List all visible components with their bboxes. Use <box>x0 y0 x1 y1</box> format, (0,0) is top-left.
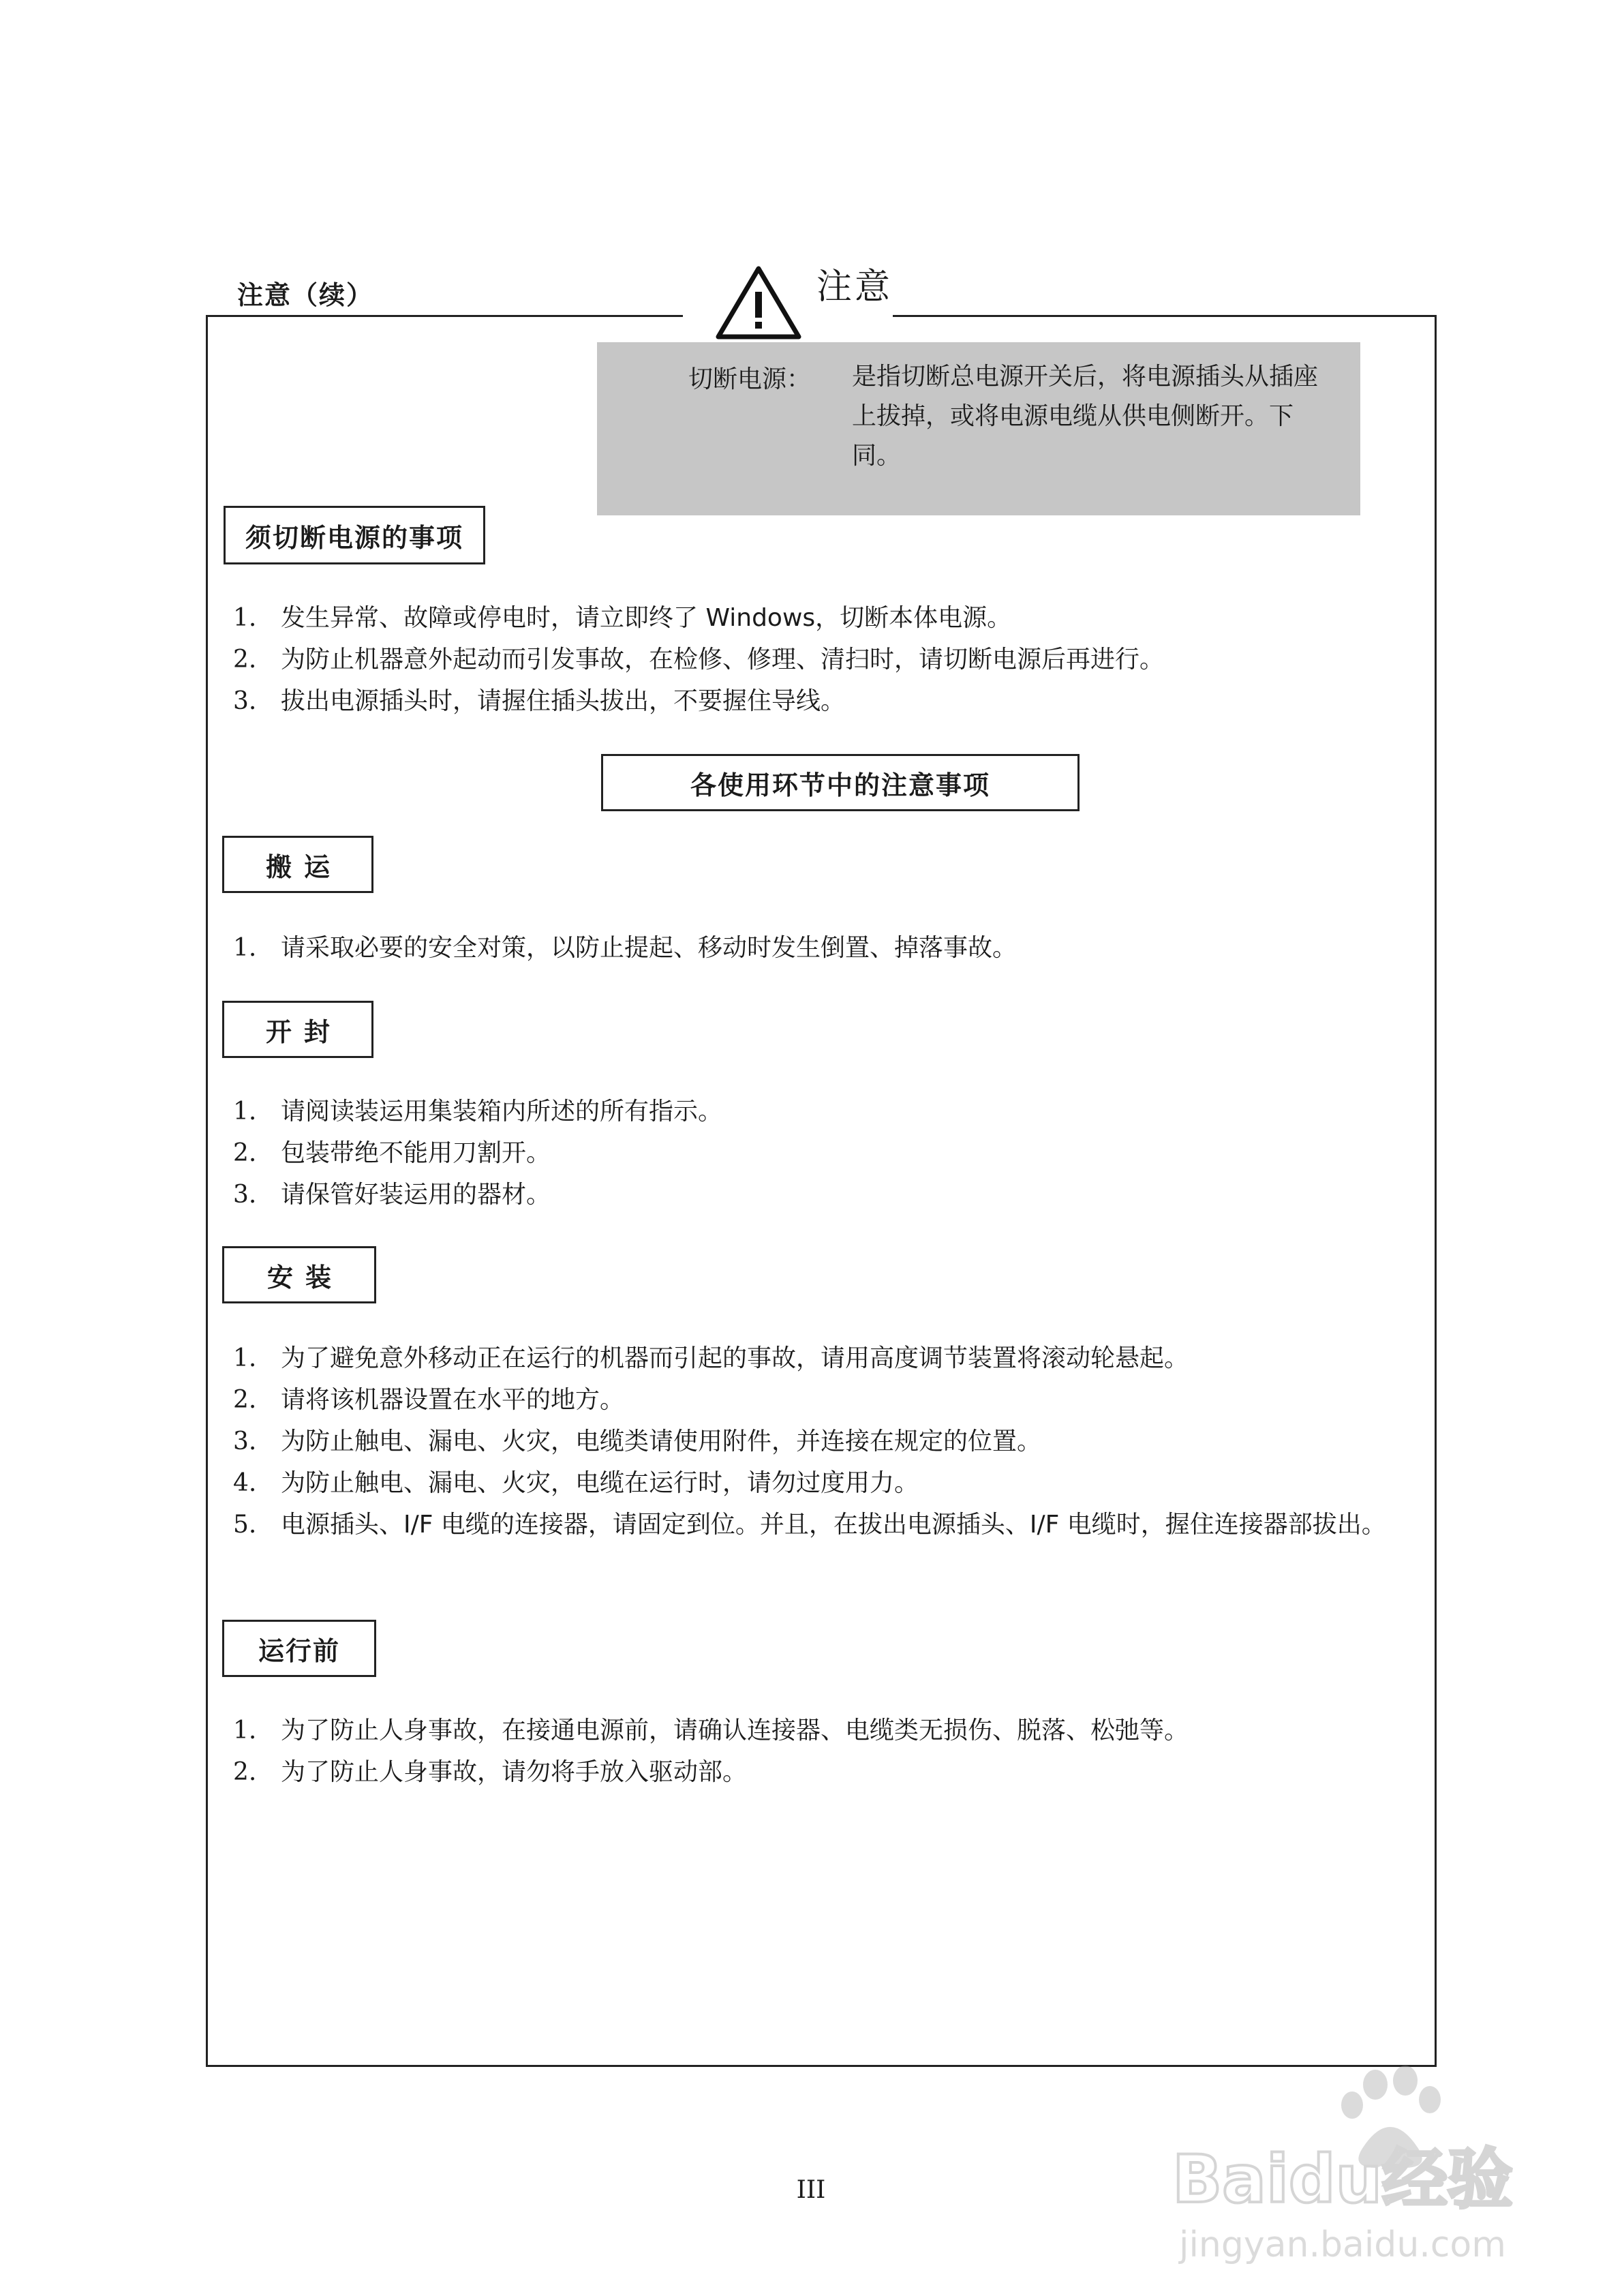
item-number: 3. <box>233 1181 257 1209</box>
transport-list <box>233 927 1398 969</box>
item-text: 请阅读装运用集装箱内所述的所有指示。 <box>281 1098 723 1126</box>
item-text: 请保管好装运用的器材。 <box>281 1181 551 1209</box>
list-item <box>233 1132 1398 1174</box>
item-text: 为防止触电、漏电、火灾，电缆类请使用附件，并连接在规定的位置。 <box>281 1428 1042 1455</box>
section-heading-installation: 安装 <box>222 1246 376 1303</box>
item-number: 1. <box>233 1098 257 1126</box>
item-number: 2. <box>233 1139 257 1167</box>
item-text: 发生异常、故障或停电时，请立即终了 Windows，切断本体电源。 <box>281 604 1012 632</box>
item-number: 1. <box>233 1344 257 1372</box>
item-number: 5. <box>233 1511 257 1539</box>
unpacking-list <box>233 1091 1398 1215</box>
watermark-brand: Baidu经验 <box>1172 2141 1513 2218</box>
item-number: 1. <box>233 604 257 632</box>
installation-list <box>233 1338 1398 1545</box>
item-text: 为了避免意外移动正在运行的机器而引起的事故，请用高度调节装置将滚动轮悬起。 <box>281 1344 1189 1372</box>
list-item <box>233 1504 1398 1545</box>
item-text: 请将该机器设置在水平的地方。 <box>281 1386 625 1414</box>
item-number: 2. <box>233 1758 257 1786</box>
item-number: 3. <box>233 1428 257 1455</box>
section-heading-before-operation: 运行前 <box>222 1620 376 1677</box>
item-text: 为防止机器意外起动而引发事故，在检修、修理、清扫时，请切断电源后再进行。 <box>281 646 1165 674</box>
definition-term: 切断电源： <box>688 365 812 393</box>
list-item <box>233 1710 1398 1751</box>
usage-precautions-heading: 各使用环节中的注意事项 <box>601 754 1080 811</box>
item-text: 请采取必要的安全对策，以防止提起、移动时发生倒置、掉落事故。 <box>281 934 1017 962</box>
section-heading-power-off: 须切断电源的事项 <box>224 506 485 564</box>
item-number: 1. <box>233 934 257 962</box>
item-text: 为了防止人身事故，在接通电源前，请确认连接器、电缆类无损伤、脱落、松弛等。 <box>281 1717 1189 1744</box>
item-text: 为了防止人身事故，请勿将手放入驱动部。 <box>281 1758 748 1786</box>
list-item <box>233 639 1398 680</box>
baidu-jingyan-watermark <box>1159 2066 1540 2270</box>
list-item <box>233 1338 1398 1379</box>
before-operation-list <box>233 1710 1398 1793</box>
item-text: 包装带绝不能用刀割开。 <box>281 1139 551 1167</box>
warning-triangle-icon <box>714 265 803 341</box>
list-item <box>233 1751 1398 1793</box>
item-number: 4. <box>233 1469 257 1497</box>
item-number: 2. <box>233 646 257 674</box>
list-item <box>233 1091 1398 1132</box>
page-header: 注意（续） <box>237 280 374 310</box>
list-item <box>233 1462 1398 1504</box>
warning-title: 注意 <box>816 267 893 307</box>
watermark-url: jingyan.baidu.com <box>1179 2224 1506 2265</box>
item-number: 2. <box>233 1386 257 1414</box>
item-text: 电源插头、I/F 电缆的连接器，请固定到位。并且，在拔出电源插头、I/F 电缆时，握住连接器部拔出。 <box>281 1511 1386 1539</box>
list-item <box>233 597 1398 639</box>
item-number: 1. <box>233 1717 257 1744</box>
power-off-list <box>233 597 1398 722</box>
item-number: 3. <box>233 687 257 715</box>
definition-text: 是指切断总电源开关后，将电源插头从插座上拔掉，或将电源电缆从供电侧断开。下同。 <box>852 363 1319 470</box>
list-item <box>233 680 1398 722</box>
item-text: 拔出电源插头时，请握住插头拔出，不要握住导线。 <box>281 687 846 715</box>
section-heading-unpacking: 开封 <box>222 1001 373 1058</box>
list-item <box>233 1421 1398 1462</box>
list-item <box>233 1174 1398 1215</box>
list-item <box>233 927 1398 969</box>
section-heading-transport: 搬运 <box>222 836 373 893</box>
list-item <box>233 1379 1398 1421</box>
item-text: 为防止触电、漏电、火灾，电缆在运行时，请勿过度用力。 <box>281 1469 919 1497</box>
power-off-definition-box <box>597 342 1360 515</box>
page-number: III <box>796 2176 826 2204</box>
